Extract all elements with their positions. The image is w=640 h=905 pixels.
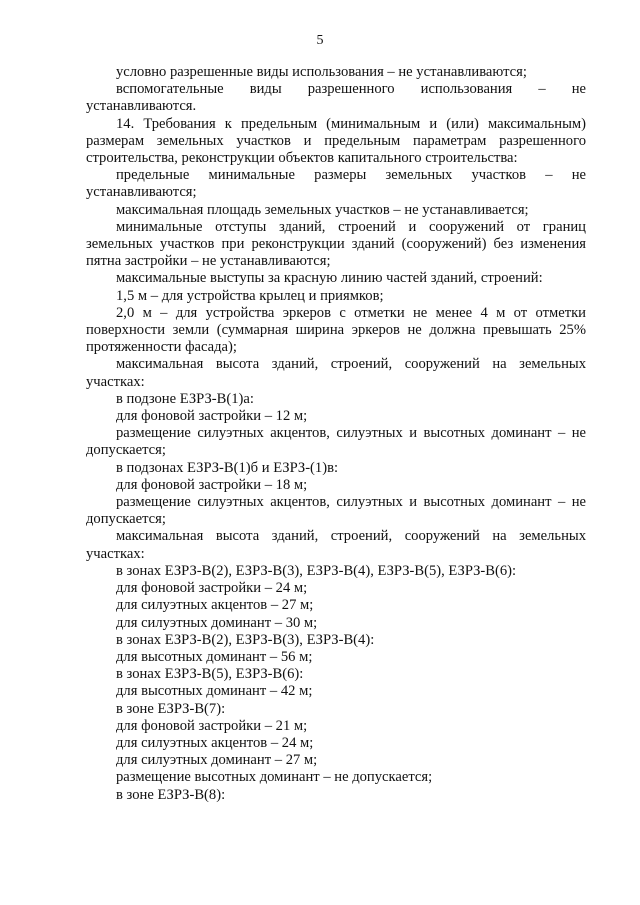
paragraph-min-plot-size: предельные минимальные размеры земельных участков – не устанавливаются;	[86, 167, 586, 201]
paragraph-dominants-prohibited-2: размещение силуэтных акцентов, силуэтных и высотных доминант – не допускается;	[86, 494, 586, 528]
document-body	[86, 64, 586, 804]
paragraph-background-12: для фоновой застройки – 12 м;	[116, 408, 308, 425]
paragraph-background-24: для фоновой застройки – 24 м;	[116, 580, 308, 597]
paragraph-min-setbacks: минимальные отступы зданий, строений и сооружений от границ земельных участков при реконструкции зданий (сооружений) без изменения пятна застройки – не устанавливаются;	[86, 218, 586, 270]
paragraph-zone-8: в зоне ЕЗРЗ-В(8):	[116, 786, 226, 803]
paragraph-background-21: для фоновой застройки – 21 м;	[116, 717, 308, 734]
paragraph-zones-5-6: в зонах ЕЗРЗ-В(5), ЕЗРЗ-В(6):	[116, 666, 304, 683]
paragraph-zones-2-4: в зонах ЕЗРЗ-В(2), ЕЗРЗ-В(3), ЕЗРЗ-В(4):	[116, 631, 375, 648]
paragraph-requirements-heading: 14. Требования к предельным (минимальным и (или) максимальным) размерам земельных участков и предельным параметрам разрешенного строительства, реконструкции объектов капитального строительства:	[86, 115, 586, 167]
paragraph-high-dominants-56: для высотных доминант – 56 м;	[116, 648, 313, 665]
paragraph-accents-24: для силуэтных акцентов – 24 м;	[116, 734, 314, 751]
paragraph-dominants-30: для силуэтных доминант – 30 м;	[116, 614, 318, 631]
paragraph-max-height-2: максимальная высота зданий, строений, сооружений на земельных участках:	[86, 528, 586, 562]
paragraph-subzone-1a: в подзоне ЕЗРЗ-В(1)а:	[116, 390, 254, 407]
paragraph-max-plot-area: максимальная площадь земельных участков – не устанавливается;	[116, 201, 529, 218]
page-number: 5	[316, 33, 324, 48]
paragraph-background-18: для фоновой застройки – 18 м;	[116, 476, 308, 493]
paragraph-dominants-27: для силуэтных доминант – 27 м;	[116, 752, 318, 769]
paragraph-high-dominants-prohibited: размещение высотных доминант – не допускается;	[116, 769, 433, 786]
paragraph-high-dominants-42: для высотных доминант – 42 м;	[116, 683, 313, 700]
paragraph-dominants-prohibited-1: размещение силуэтных акцентов, силуэтных и высотных доминант – не допускается;	[86, 425, 586, 459]
paragraph-zone-7: в зоне ЕЗРЗ-В(7):	[116, 700, 226, 717]
paragraph-auxiliary-uses: вспомогательные виды разрешенного использования – не устанавливаются.	[86, 81, 586, 115]
paragraph-porch-projection: 1,5 м – для устройства крылец и приямков;	[116, 287, 384, 304]
paragraph-conditional-uses: условно разрешенные виды использования – не устанавливаются;	[116, 64, 527, 80]
paragraph-max-height-1: максимальная высота зданий, строений, сооружений на земельных участках:	[86, 356, 586, 390]
paragraph-zones-2-6: в зонах ЕЗРЗ-В(2), ЕЗРЗ-В(3), ЕЗРЗ-В(4), ЕЗРЗ-В(5), ЕЗРЗ-В(6):	[116, 562, 517, 579]
paragraph-subzones-1b-1v: в подзонах ЕЗРЗ-В(1)б и ЕЗРЗ-(1)в:	[116, 459, 339, 476]
paragraph-max-projections: максимальные выступы за красную линию частей зданий, строений:	[116, 270, 543, 287]
paragraph-bay-projection: 2,0 м – для устройства эркеров с отметки не менее 4 м от отметки поверхности земли (суммарная ширина эркеров не должна превышать 25% протяженности фасада);	[86, 304, 586, 356]
paragraph-accents-27: для силуэтных акцентов – 27 м;	[116, 597, 314, 614]
